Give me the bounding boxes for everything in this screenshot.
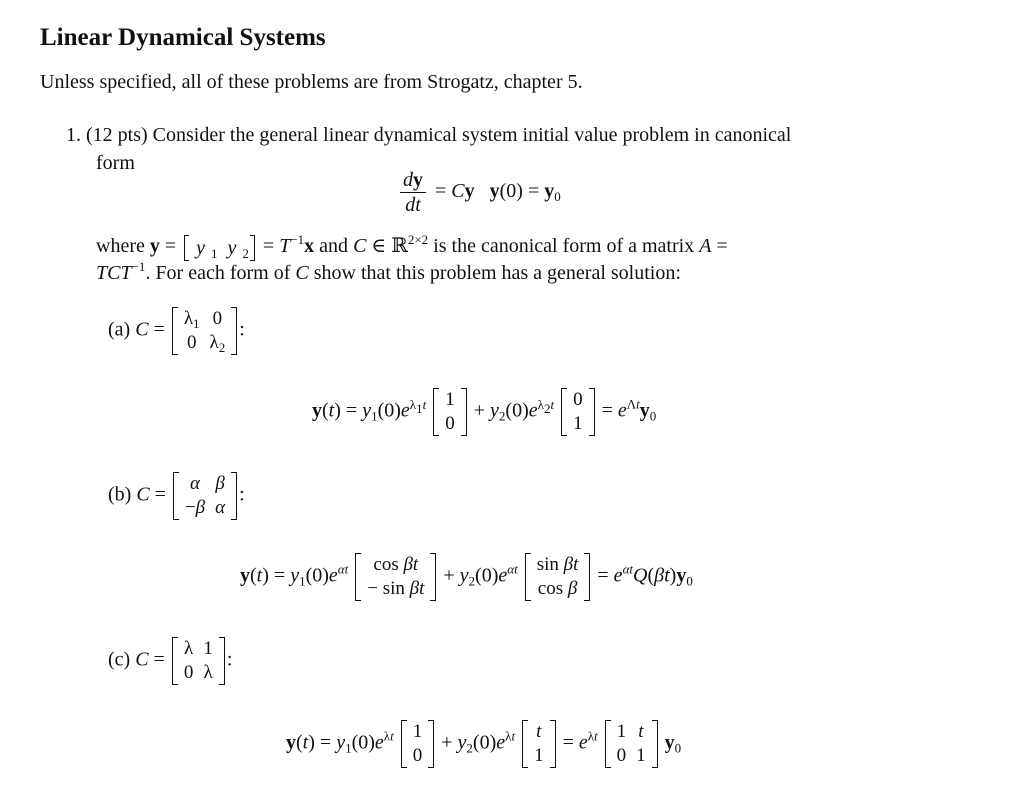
tct-line: $TCT^{-1}$. For each form of C show that this problem has a general solution: <box>96 259 681 284</box>
part-c-solution: $y(t) = y_1(0)e^{\lambda t}$ 1 0 + $y_2(0)e^{\lambda t}$ t 1 = $e^{\lambda t}$ 1 t 0 1 $y_0$ <box>286 721 682 766</box>
and-label: and <box>319 235 349 257</box>
part-c-label: (c) <box>108 648 131 671</box>
canonical-label: is the canonical form of a matrix <box>433 235 695 257</box>
part-a-label: (a) <box>108 318 131 341</box>
intro-paragraph: Unless specified, all of these problems are from Strogatz, chapter 5. <box>40 71 583 93</box>
problem-points: (12 pts) <box>86 124 148 146</box>
part-a-matrix: (a) C = $\lambda_1$ 0 0 $\lambda_2$ : <box>108 308 245 355</box>
where-line: where y = y $_1$ y $_2 = T^{-1}x$ and C ∈ ℝ$^{2\times 2}$ is the canonical form of a matrix A = <box>96 232 728 261</box>
part-b-solution: $y(t) = y_1(0)e^{\alpha t}$ cos βt − sin βt + $y_2(0)e^{\alpha t}$ sin βt cos β = $e^{\alpha t}Q(\beta t)y_0$ <box>240 554 693 599</box>
part-b-matrix: (b) C = α β −β α : <box>108 473 245 518</box>
part-b-label: (b) <box>108 483 132 506</box>
ode-equation: $\frac{dy}{dt}$ = Cy $y(0) = y_0$ <box>396 168 561 217</box>
show-label: show that this problem has a general solution: <box>313 262 681 284</box>
problem-text: Consider the general linear dynamical system initial value problem in canonical <box>152 124 792 146</box>
part-a-solution: $y(t) = y_1(0)e^{\lambda_1t}$ 1 0 + $y_2(0)e^{\lambda_2t}$ 0 1 = $e^{\Lambda t}y_0$ <box>312 389 657 434</box>
part-c-matrix: (c) C = λ 1 0 λ : <box>108 638 233 683</box>
problem-text-continued: form <box>96 152 135 174</box>
problem-number: 1. <box>66 124 81 146</box>
for-each-label: . For each form of <box>145 262 291 284</box>
page-title: Linear Dynamical Systems <box>40 24 326 51</box>
where-label: where <box>96 235 145 257</box>
problem-heading <box>66 124 791 147</box>
